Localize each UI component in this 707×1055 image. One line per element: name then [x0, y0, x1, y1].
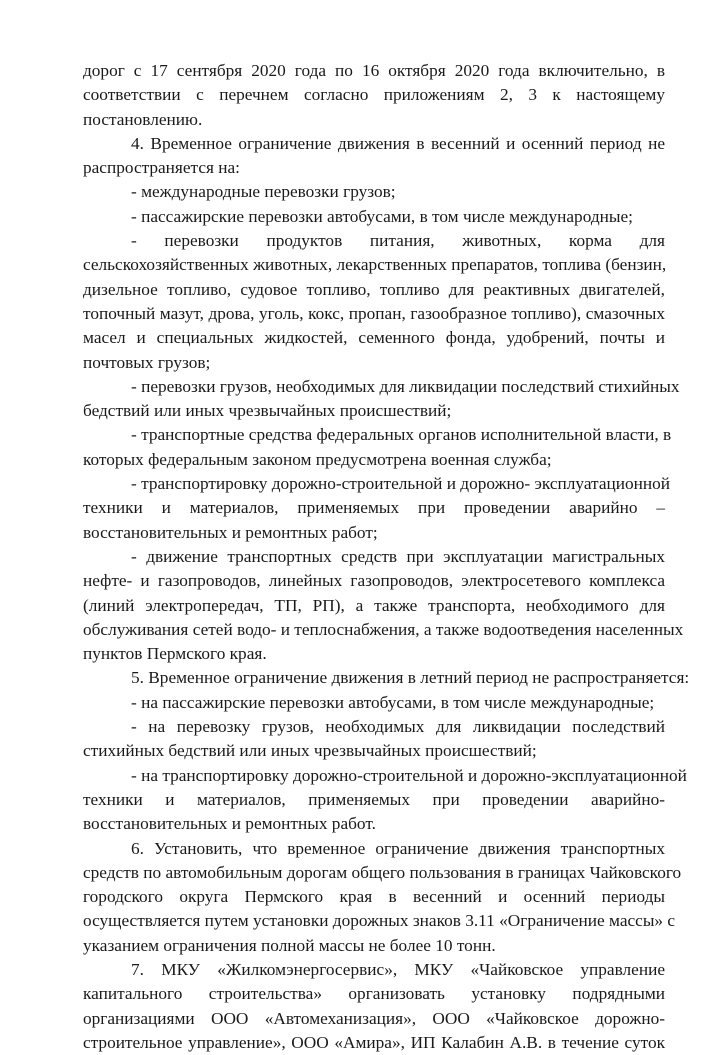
text-line: бедствий или иных чрезвычайных происшествий; — [83, 401, 452, 421]
text-line: почтовых грузов; — [83, 352, 211, 372]
text-line: - на пассажирские перевозки автобусами, в том числе международные; — [131, 692, 655, 712]
text-line: 5. Временное ограничение движения в летний период не распространяется: — [131, 668, 690, 688]
text-line: городского округа Пермского края в весенний и осенний периоды — [83, 887, 665, 907]
text-line: которых федеральным законом предусмотрена военная служба; — [83, 449, 552, 469]
text-line: нефте- и газопроводов, линейных газопроводов, электросетевого комплекса — [83, 571, 665, 591]
text-line: организациями ООО «Автомеханизация», ООО «Чайковское дорожно- — [83, 1008, 665, 1028]
text-line: топочный мазут, дрова, уголь, кокс, пропан, газообразное топливо), смазочных — [83, 303, 665, 323]
text-line: пунктов Пермского края. — [83, 644, 267, 664]
text-line: техники и материалов, применяемых при проведении аварийно – — [83, 498, 665, 518]
text-line: осуществляется путем установки дорожных знаков 3.11 «Ограничение массы» с — [83, 911, 676, 931]
text-line: стихийных бедствий или иных чрезвычайных происшествий; — [83, 741, 537, 761]
text-line: строительное управление», ООО «Амира», ИП Калабин А.В. в течение суток — [83, 1032, 665, 1052]
text-line: сельскохозяйственных животных, лекарственных препаратов, топлива (бензин, — [83, 255, 667, 275]
text-line: - транспортировку дорожно-строительной и дорожно- эксплуатационной — [131, 474, 671, 494]
text-line: техники и материалов, применяемых при проведении аварийно- — [83, 789, 665, 809]
text-line: указанием ограничения полной массы не более 10 тонн. — [83, 935, 496, 955]
text-line: распространяется на: — [83, 158, 240, 178]
text-line: - пассажирские перевозки автобусами, в том числе международные; — [131, 206, 633, 226]
text-line: восстановительных и ремонтных работ; — [83, 522, 378, 542]
text-line: (линий электропередач, ТП, РП), а также транспорта, необходимого для — [83, 595, 665, 615]
text-line: дорог с 17 сентября 2020 года по 16 октября 2020 года включительно, в — [83, 61, 665, 80]
text-line: - на перевозку грузов, необходимых для ликвидации последствий — [131, 717, 665, 737]
text-line: - международные перевозки грузов; — [131, 182, 396, 202]
text-line: соответствии с перечнем согласно приложениям 2, 3 к настоящему — [83, 85, 665, 105]
text-line: - перевозки грузов, необходимых для ликвидации последствий стихийных — [131, 376, 680, 396]
text-line: капитального строительства» организовать установку подрядными — [83, 984, 665, 1004]
text-line: масел и специальных жидкостей, семенного фонда, удобрений, почты и — [83, 328, 665, 348]
document-page — [83, 59, 690, 1055]
text-line: средств по автомобильным дорогам общего пользования в границах Чайковского — [83, 862, 682, 882]
text-line: обслуживания сетей водо- и теплоснабжения, а также водоотведения населенных — [83, 619, 684, 639]
text-line: 6. Установить, что временное ограничение движения транспортных — [131, 838, 665, 858]
text-line: - транспортные средства федеральных органов исполнительной власти, в — [131, 425, 672, 445]
text-line: - перевозки продуктов питания, животных, корма для — [131, 231, 665, 251]
text-line: - на транспортировку дорожно-строительной и дорожно-эксплуатационной — [131, 765, 687, 785]
text-line: - движение транспортных средств при эксплуатации магистральных — [131, 546, 665, 566]
text-line: 7. МКУ «Жилкомэнергосервис», МКУ «Чайковское управление — [131, 959, 665, 979]
text-line: восстановительных и ремонтных работ. — [83, 814, 376, 834]
text-line: 4. Временное ограничение движения в весенний и осенний период не — [131, 133, 665, 153]
text-line: дизельное топливо, судовое топливо, топливо для реактивных двигателей, — [83, 279, 665, 299]
text-line: постановлению. — [83, 109, 203, 129]
